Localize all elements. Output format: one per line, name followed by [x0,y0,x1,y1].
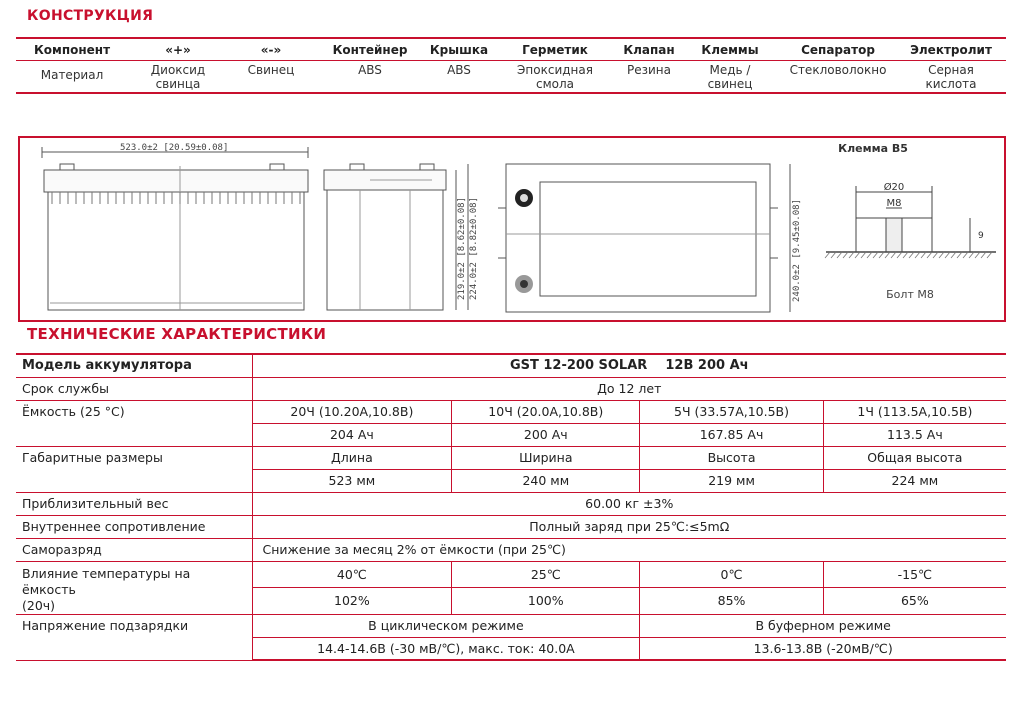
spec-value: 1Ч (113.5А,10.5В) [823,400,1006,423]
battery-drawing-svg [20,138,1004,320]
construction-header: Сепаратор [801,42,875,57]
construction-cell: Медь / свинец [707,63,753,91]
construction-header: Клапан [623,42,675,57]
spec-value: Снижение за месяц 2% от ёмкости (при 25℃) [252,538,1006,561]
spec-value: 85% [640,588,823,615]
construction-header-row [16,37,1006,61]
spec-value: 14.4-14.6В (-30 мВ/℃), макс. ток: 40.0А [252,637,640,660]
height-dimension-219: 219.0±2 [8.62±0.08] [457,197,467,300]
spec-value: 13.6-13.8В (-20мВ/℃) [640,637,1006,660]
spec-value: 523 мм [252,469,452,492]
spec-value: 40℃ [252,561,452,588]
spec-value: 200 Ач [452,423,640,446]
terminal-bolt-icon [826,186,996,252]
spec-label: Саморазряд [16,538,252,561]
spec-row-charge [16,614,1006,637]
negative-terminal-icon [515,275,533,293]
length-dimension: 523.0±2 [20.59±0.08] [120,143,229,153]
spec-value: 204 Ач [252,423,452,446]
top-view [498,164,790,312]
specs-table [16,353,1006,661]
spec-value: GST 12-200 SOLAR 12B 200 Ач [252,354,1006,377]
front-view [42,147,308,310]
spec-value: 65% [823,588,1006,615]
width-dimension: 240.0±2 [9.45±0.08] [792,199,802,302]
spec-row-capacity [16,400,1006,423]
spec-value: 10Ч (20.0А,10.8В) [452,400,640,423]
spec-value: Полный заряд при 25℃:≤5mΩ [252,515,1006,538]
spec-value: В циклическом режиме [252,614,640,637]
construction-title: КОНСТРУКЦИЯ [27,8,154,24]
specs-title: ТЕХНИЧЕСКИЕ ХАРАКТЕРИСТИКИ [27,325,327,343]
ground-hatch [825,252,992,258]
bolt-label: Болт M8 [886,288,934,301]
terminal-height: 9 [978,231,984,241]
spec-row-selfdischarge [16,538,1006,561]
spec-value: Общая высота [823,446,1006,469]
spec-label: Модель аккумулятора [16,354,252,377]
construction-cell: Эпоксидная смола [517,63,593,91]
spec-value: До 12 лет [252,377,1006,400]
spec-label: Ёмкость (25 °C) [16,400,252,446]
construction-header: Компонент [33,42,111,57]
spec-value: 102% [252,588,452,615]
construction-header: «+» [165,42,191,57]
construction-cell: Стекловолокно [789,63,887,77]
spec-row-temperature [16,561,1006,588]
construction-cell: Материал [40,68,104,82]
construction-cell: Серная кислота [925,63,977,91]
spec-value: 0℃ [640,561,823,588]
spec-label: Срок службы [16,377,252,400]
spec-value: 224 мм [823,469,1006,492]
spec-label: Приблизительный вес [16,492,252,515]
side-view [324,164,468,310]
spec-value: 240 мм [452,469,640,492]
spec-row-resistance [16,515,1006,538]
spec-value: В буферном режиме [640,614,1006,637]
construction-header: Крышка [429,42,489,57]
construction-header: Электролит [910,42,992,57]
spec-label: Габаритные размеры [16,446,252,492]
construction-cell: Диоксид свинца [150,63,206,91]
height-dimension-224: 224.0±2 [8.82±0.08] [469,197,479,300]
construction-cell: ABS [358,63,382,77]
construction-cell: Резина [627,63,671,77]
terminal-thread: M8 [886,198,902,209]
spec-value: 219 мм [640,469,823,492]
terminal-title: Клемма B5 [838,142,908,155]
spec-value: Ширина [452,446,640,469]
spec-value: 20Ч (10.20А,10.8В) [252,400,452,423]
spec-row-weight [16,492,1006,515]
spec-label: Внутреннее сопротивление [16,515,252,538]
battery-drawing [18,136,1006,322]
spec-value: -15℃ [823,561,1006,588]
spec-value: 25℃ [452,561,640,588]
construction-material-row [16,61,1006,94]
spec-value: 5Ч (33.57А,10.5В) [640,400,823,423]
construction-table [16,37,1006,94]
construction-header: Контейнер [332,42,408,57]
spec-value: 60.00 кг ±3% [252,492,1006,515]
spec-value: 113.5 Ач [823,423,1006,446]
spec-value: 167.85 Ач [640,423,823,446]
construction-header: Герметик [522,42,588,57]
spec-row-model [16,354,1006,377]
construction-cell: ABS [447,63,471,77]
spec-value: Длина [252,446,452,469]
spec-row-dimensions [16,446,1006,469]
spec-label: Влияние температуры на ёмкость (20ч) [16,561,252,614]
spec-value: Высота [640,446,823,469]
spec-value: 100% [452,588,640,615]
spec-row-life [16,377,1006,400]
terminal-diameter: Ø20 [883,182,905,193]
construction-header: «-» [260,42,282,57]
positive-terminal-icon [515,189,533,207]
construction-cell: Свинец [247,63,295,77]
construction-header: Клеммы [701,42,759,57]
spec-label: Напряжение подзарядки [16,614,252,660]
